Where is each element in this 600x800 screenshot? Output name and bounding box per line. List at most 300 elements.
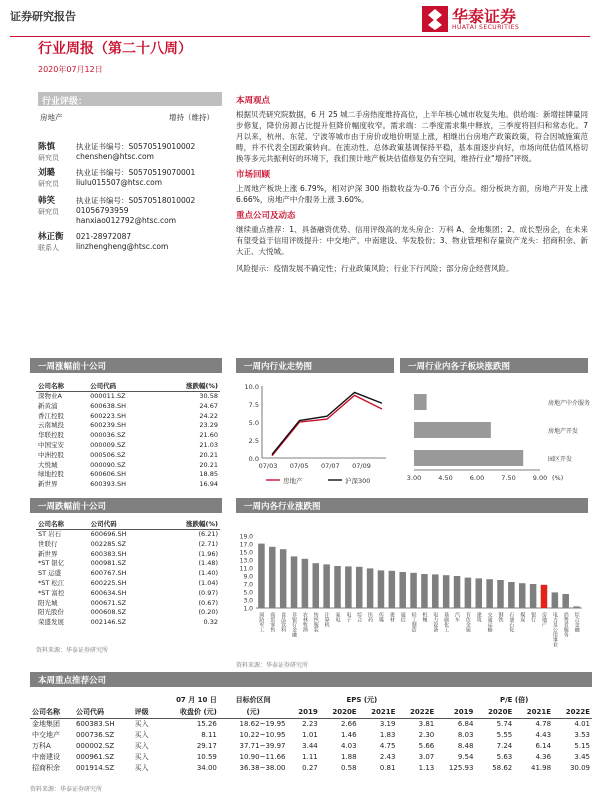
report-date: 2020年07月12日 xyxy=(38,65,103,74)
subsector-bar-chart xyxy=(400,378,590,498)
y-tick-label: 15.0 xyxy=(239,549,253,557)
analyst-email[interactable]: liulu015507@htsc.com xyxy=(76,178,163,187)
summary-text xyxy=(236,96,588,280)
bar-12 xyxy=(389,571,396,608)
year-header: 2022E xyxy=(397,706,436,719)
cell-val: 0.32 xyxy=(203,618,218,627)
table-cell: 29.17 xyxy=(196,742,217,750)
huatai-logo xyxy=(422,4,582,34)
category-label: 机械 xyxy=(421,612,428,622)
industry-bar-chart xyxy=(236,530,590,658)
y-tick-label: 7.5 xyxy=(248,401,259,409)
year-header: 2022E xyxy=(553,706,592,719)
category-label: 电力及公用事业 xyxy=(551,612,558,647)
year-header: 2019 xyxy=(288,706,320,719)
col-header: 07 月 10 日 xyxy=(176,696,217,704)
table-row xyxy=(36,470,220,480)
category-label: 家电 xyxy=(334,612,341,622)
cell-code: 600696.SH xyxy=(90,530,127,538)
year-header: 2020E xyxy=(320,706,359,719)
bar-26 xyxy=(541,585,548,608)
table-cell: 金地集团 xyxy=(32,720,60,729)
category-label: 煤炭 xyxy=(519,612,526,622)
table-cell: 4.43 xyxy=(535,731,552,739)
rating-head: 行业评级： xyxy=(38,92,222,106)
table-cell: 2.43 xyxy=(379,753,396,761)
cell-val: 23.29 xyxy=(199,421,218,430)
x-tick-label: 9.00 xyxy=(532,474,548,482)
cell-name: 荣盛发展 xyxy=(38,618,64,627)
cell-name: 阳光股份 xyxy=(38,608,64,617)
x-tick-label: 6.00 xyxy=(469,474,485,482)
x-unit-label: (%) xyxy=(552,474,564,482)
stocks-band: 本周重点推荐公司 xyxy=(30,672,592,687)
col-header: 公司代码 xyxy=(88,380,157,392)
y-tick-label: 0.0 xyxy=(248,455,259,463)
year-header: 2021E xyxy=(514,706,553,719)
cell-code: 600638.SH xyxy=(90,401,127,410)
table-cell: 600383.SH xyxy=(75,720,115,729)
bar-15 xyxy=(421,574,428,608)
cell-val: 24.22 xyxy=(199,411,218,420)
analyst-name: 韩笑 xyxy=(38,196,56,206)
table-cell: 5.55 xyxy=(496,731,513,739)
cell-name: 云南城投 xyxy=(38,421,64,430)
table-row xyxy=(36,441,220,451)
cell-name: 绿地控股 xyxy=(38,470,64,479)
cell-name: 阳光城 xyxy=(38,598,58,607)
table-cell: 1.11 xyxy=(302,753,318,761)
table-row xyxy=(30,719,592,730)
table-row xyxy=(36,579,220,589)
y-tick-label: 13.0 xyxy=(239,557,253,565)
cell-code: 600383.SH xyxy=(90,549,127,558)
bar-14 xyxy=(410,573,417,608)
industry-trend-chart xyxy=(236,378,396,498)
bar-0 xyxy=(258,544,265,608)
table-cell: 2.30 xyxy=(418,731,435,739)
bar-24 xyxy=(519,583,526,608)
analyst-role: 研究员 xyxy=(38,180,59,188)
x-tick-label: 07/05 xyxy=(289,462,309,470)
analyst-phone: 021-28972087 xyxy=(76,232,132,241)
y-tick-label: 3.0 xyxy=(243,597,253,605)
category-label: 消费者服务 xyxy=(562,612,569,637)
table-cell: 8.48 xyxy=(457,742,474,750)
bar-1 xyxy=(269,547,276,608)
table-row xyxy=(36,589,220,599)
gainers-band: 一周涨幅前十公司 xyxy=(30,358,222,373)
table-row xyxy=(36,559,220,569)
bar-19 xyxy=(465,578,472,608)
table-cell: 34.00 xyxy=(196,764,217,772)
table-cell: 4.03 xyxy=(341,742,357,750)
cell-name: 新世界 xyxy=(38,480,58,489)
bar-1 xyxy=(414,422,491,438)
paragraph: 继续重点推荐：1、具备融资优势、信用评级高的龙头房企：万科 A、金地集团；2、成长型房企，在未来有望受益于信用评级提升：中交地产、中南建设、华发股份；3、物业管理和存量资产龙头：招商积余、新大正、大悦城。 xyxy=(236,225,588,256)
category-label: 汽车 xyxy=(454,612,461,622)
table-cell: 000736.SZ xyxy=(75,731,115,739)
x-tick-label: 07/09 xyxy=(352,462,371,470)
category-label: 医药 xyxy=(367,612,374,622)
category-label: 轻工制造 xyxy=(410,612,417,632)
table-row xyxy=(36,608,220,618)
cell-val: 18.85 xyxy=(199,470,218,479)
table-row xyxy=(36,402,220,412)
table-cell: 6.84 xyxy=(457,720,474,729)
table-cell: 18.62~19.95 xyxy=(239,720,286,729)
category-label: 通信 xyxy=(399,612,406,622)
cell-code: 000090.SZ xyxy=(90,460,126,469)
analyst-line1: 执业证书编号：S0570519010002 xyxy=(76,142,196,151)
bar-27 xyxy=(552,592,559,608)
year-header: 2020E xyxy=(475,706,514,719)
col-header: 公司名称 xyxy=(36,518,89,530)
col-header: 目标价区间 xyxy=(235,696,271,704)
section-heading: 重点公司及动态 xyxy=(236,211,296,221)
category-label: 房地产 xyxy=(540,612,547,627)
category-label: 计算机 xyxy=(323,612,330,627)
table-cell: 10.22~10.95 xyxy=(239,731,286,739)
bar-29 xyxy=(573,606,580,608)
col-header: 涨跌幅(%) xyxy=(158,518,220,530)
bar-17 xyxy=(443,575,450,608)
table-cell: 3.45 xyxy=(574,753,590,761)
table-cell: 10.90~11.66 xyxy=(239,753,286,761)
y-tick-label: 19.0 xyxy=(239,533,253,541)
category-label: 基础化工 xyxy=(443,612,450,632)
gainers-table xyxy=(36,380,220,490)
bar-11 xyxy=(378,570,385,608)
cell-name: 中国宝安 xyxy=(38,440,64,449)
table-cell: 3.81 xyxy=(418,720,435,729)
cell-val: (1.48) xyxy=(198,559,218,568)
cell-code: 000036.SZ xyxy=(90,431,126,440)
cell-code: 002146.SZ xyxy=(90,618,127,627)
table-cell: 5.15 xyxy=(574,742,590,750)
table-row xyxy=(36,599,220,609)
table-cell: 5.74 xyxy=(496,720,513,729)
cell-val: (1.96) xyxy=(198,549,218,558)
table-cell: 0.58 xyxy=(341,764,357,772)
cell-val: 24.67 xyxy=(199,401,218,410)
chart3-band: 一周内各行业涨跌图 xyxy=(236,498,588,513)
cell-name: 世联行 xyxy=(38,539,58,548)
table-cell: 125.93 xyxy=(448,764,474,772)
cell-val: 20.21 xyxy=(199,450,218,459)
series-line-0 xyxy=(272,395,382,455)
cell-val: 16.94 xyxy=(199,480,218,489)
table-cell: 4.36 xyxy=(535,753,552,761)
cell-code: 002285.SZ xyxy=(90,539,127,548)
report-title: 行业周报（第二十八周） xyxy=(38,41,192,57)
y-tick-label: 10.0 xyxy=(244,383,259,391)
table-cell: 41.98 xyxy=(531,764,552,772)
losers-table xyxy=(36,518,220,628)
table-cell: 买入 xyxy=(134,764,149,772)
category-label: 建筑 xyxy=(475,612,482,622)
cell-name: ST 岩石 xyxy=(38,530,62,538)
cell-val: (2.71) xyxy=(198,539,218,548)
bar-2 xyxy=(280,549,287,608)
table-cell: 3.07 xyxy=(418,753,435,761)
analyst-email[interactable]: chenshen@htsc.com xyxy=(76,152,154,161)
category-label: 综合金融 xyxy=(573,612,580,632)
category-label: 商贸零售 xyxy=(269,612,276,632)
table-cell: 买入 xyxy=(134,753,149,761)
table-cell: 7.24 xyxy=(496,742,513,750)
cell-name: 大悦城 xyxy=(38,460,58,469)
y-tick-label: 17.0 xyxy=(239,541,253,549)
table-cell: 3.19 xyxy=(379,720,396,729)
cell-code: 600634.SH xyxy=(90,588,127,597)
table-row xyxy=(36,421,220,431)
table-row xyxy=(30,763,592,774)
table-cell: 5.66 xyxy=(418,742,435,750)
rating-box xyxy=(38,92,222,123)
cell-code: 000011.SZ xyxy=(90,392,126,400)
cell-code: 000608.SZ xyxy=(90,608,127,617)
cell-val: (1.04) xyxy=(198,578,218,587)
category-label: 电力设备 xyxy=(432,612,439,632)
y-tick-label: 1.0 xyxy=(243,605,253,613)
table-cell: 2.23 xyxy=(302,720,318,729)
col-header: 收盘价 (元) xyxy=(157,706,219,719)
bar-21 xyxy=(486,579,493,608)
chart1-band: 一周内行业走势图 xyxy=(236,358,394,373)
category-label: 交通运输 xyxy=(486,612,493,632)
table-cell: 30.09 xyxy=(569,764,590,772)
category-label: 房地产中介服务 xyxy=(548,400,590,407)
table-cell: 1.13 xyxy=(418,764,435,772)
y-tick-label: 5.0 xyxy=(243,589,253,597)
category-label: 电子 xyxy=(345,612,352,622)
year-header: 2019 xyxy=(436,706,475,719)
table-cell: 5.63 xyxy=(496,753,513,761)
table-cell: 9.54 xyxy=(457,753,474,761)
cell-val: (6.21) xyxy=(198,530,218,538)
category-label: 钢铁 xyxy=(497,612,504,622)
cell-code: 600223.SH xyxy=(90,411,127,420)
cell-val: 21.60 xyxy=(199,431,218,440)
analyst-card xyxy=(38,196,248,232)
bar-13 xyxy=(399,572,406,608)
col-header: 公司名称 xyxy=(30,706,74,719)
cell-val: (0.20) xyxy=(198,608,218,617)
table-cell: 0.27 xyxy=(302,764,318,772)
table-cell: 万科A xyxy=(32,742,51,750)
cell-val: 21.03 xyxy=(199,440,218,449)
cell-val: (0.97) xyxy=(198,588,218,597)
table-cell: 000002.SZ xyxy=(75,742,115,750)
bar-8 xyxy=(345,566,352,608)
cell-code: 600767.SH xyxy=(90,569,127,578)
y-tick-label: 5.0 xyxy=(248,419,259,427)
bar-10 xyxy=(367,568,374,608)
table-row xyxy=(36,550,220,560)
cell-name: 新黄浦 xyxy=(38,401,58,410)
bar-6 xyxy=(323,564,330,608)
table-cell: 招商积余 xyxy=(32,764,60,772)
cell-name: 香江控股 xyxy=(38,411,64,420)
table-row xyxy=(36,461,220,471)
table-row xyxy=(30,752,592,763)
col-header: 公司名称 xyxy=(36,380,88,392)
table-row xyxy=(36,392,220,402)
analyst-role: 研究员 xyxy=(38,154,59,162)
bar-2 xyxy=(414,450,523,466)
bar-7 xyxy=(334,566,341,608)
category-label: 有色金属 xyxy=(464,612,471,632)
section-heading: 市场回顾 xyxy=(236,170,271,180)
source-note: 资料来源：华泰证券研究所 xyxy=(36,647,109,654)
bar-18 xyxy=(454,576,461,608)
col-header: 公司代码 xyxy=(74,706,133,719)
analyst-name: 刘璐 xyxy=(38,168,56,178)
category-label: 建材 xyxy=(388,612,395,622)
bar-16 xyxy=(432,574,439,608)
bar-3 xyxy=(291,556,298,608)
analyst-name: 林正衡 xyxy=(38,232,64,242)
bar-4 xyxy=(302,559,309,608)
year-header: 2021E xyxy=(359,706,398,719)
table-cell: 4.75 xyxy=(379,742,396,750)
category-label: 传媒 xyxy=(377,612,384,622)
analyst-role: 研究员 xyxy=(38,208,59,216)
table-cell: 买入 xyxy=(134,742,149,750)
category-label: 房地产开发 xyxy=(548,428,579,435)
table-row xyxy=(30,741,592,752)
logo-text-cn: 华泰证券 xyxy=(452,7,517,26)
paragraph: 上周地产板块上涨 6.79%，相对沪深 300 指数收益为-0.76 个百分点。细分板块方面，房地产开发上涨 6.66%，房地产中介服务上涨 3.60%。 xyxy=(236,184,588,204)
table-cell: 37.71~39.97 xyxy=(239,742,286,750)
table-cell: 001914.SZ xyxy=(75,764,115,772)
table-row xyxy=(36,412,220,422)
col-header: 公司代码 xyxy=(89,518,158,530)
cell-code: 000009.SZ xyxy=(90,440,126,449)
col-header: (元) xyxy=(219,706,288,719)
table-row xyxy=(36,480,220,490)
table-cell: 10.59 xyxy=(196,753,217,761)
category-label: 综合 xyxy=(356,612,363,622)
rating-industry: 房地产 xyxy=(40,113,63,122)
table-cell: 0.81 xyxy=(379,764,396,772)
category-label: 石油石化 xyxy=(508,612,515,632)
bar-22 xyxy=(497,580,504,608)
table-cell: 15.26 xyxy=(196,720,217,729)
bar-20 xyxy=(476,578,483,608)
bar-5 xyxy=(313,563,320,608)
cell-code: 000981.SZ xyxy=(90,559,127,568)
analyst-line1: 执业证书编号：S0570519070001 xyxy=(76,168,196,177)
table-row xyxy=(36,431,220,441)
analyst-phone: 01056793959 xyxy=(76,206,129,215)
cell-name: *ST 银亿 xyxy=(38,559,65,568)
cell-code: 600225.SH xyxy=(90,578,127,587)
cell-name: *ST 松江 xyxy=(38,578,65,587)
table-cell: 4.01 xyxy=(574,720,590,729)
x-tick-label: 4.50 xyxy=(438,474,453,482)
logo-mark-icon xyxy=(422,6,448,32)
x-tick-label: 07/07 xyxy=(320,462,340,470)
analyst-email[interactable]: linzhengheng@htsc.com xyxy=(76,242,169,251)
cell-val: 20.21 xyxy=(199,460,218,469)
analyst-card xyxy=(38,168,248,194)
category-label: 农林牧渔 xyxy=(301,612,308,632)
cell-val: 30.58 xyxy=(199,392,218,400)
col-header: EPS (元) xyxy=(346,696,378,704)
cell-name: *ST 富控 xyxy=(38,588,65,597)
cell-code: 000671.SZ xyxy=(90,598,127,607)
table-cell: 1.88 xyxy=(341,753,357,761)
source-note: 资料来源：华泰证券研究所 xyxy=(236,662,309,669)
y-tick-label: 9.0 xyxy=(243,573,253,581)
table-cell: 8.11 xyxy=(201,731,217,739)
col-header: 评级 xyxy=(133,706,158,719)
table-cell: 58.62 xyxy=(492,764,513,772)
y-tick-label: 7.0 xyxy=(243,581,253,589)
cell-code: 600239.SH xyxy=(90,421,127,430)
bar-25 xyxy=(530,584,537,608)
category-label: 纺织服装 xyxy=(312,612,319,632)
cell-code: 600393.SH xyxy=(90,480,127,489)
table-cell: 3.44 xyxy=(302,742,318,750)
legend-label: 房地产 xyxy=(283,477,303,485)
cell-code: 600606.SH xyxy=(90,470,127,479)
bar-0 xyxy=(414,394,427,410)
chart2-band: 一周行业内各子板块涨跌图 xyxy=(400,358,588,373)
cell-name: 深物业A xyxy=(38,392,62,400)
report-brand: 证券研究报告 xyxy=(10,10,76,23)
table-row xyxy=(36,530,220,540)
legend-label: 沪深300 xyxy=(345,477,371,485)
analyst-card xyxy=(38,142,248,168)
rating-value: 增持（维持） xyxy=(169,113,214,122)
category-label: 银行 xyxy=(530,612,537,622)
section-heading: 本周观点 xyxy=(236,96,271,106)
x-tick-label: 07/03 xyxy=(258,462,278,470)
table-row xyxy=(36,618,220,628)
cell-name: 中洲控股 xyxy=(38,450,64,459)
table-cell: 8.03 xyxy=(457,731,474,739)
table-cell: 1.83 xyxy=(379,731,396,739)
analyst-name: 陈慎 xyxy=(38,142,56,152)
stocks-table xyxy=(30,694,592,774)
x-tick-label: 7.50 xyxy=(501,474,516,482)
table-cell: 中南建设 xyxy=(32,753,60,761)
table-cell: 买入 xyxy=(134,720,149,729)
table-row xyxy=(36,540,220,550)
table-cell: 3.53 xyxy=(574,731,590,739)
analyst-card xyxy=(38,232,248,258)
cell-code: 000506.SZ xyxy=(90,450,126,459)
category-label: 食品饮料 xyxy=(280,612,287,632)
col-header: 涨跌幅(%) xyxy=(157,380,220,392)
y-tick-label: 2.5 xyxy=(248,437,259,445)
table-row xyxy=(30,730,592,741)
table-cell: 36.38~38.00 xyxy=(239,764,286,772)
table-row xyxy=(36,451,220,461)
table-row xyxy=(36,569,220,579)
source-note: 资料来源：华泰证券研究所 xyxy=(30,786,103,793)
losers-band: 一周跌幅前十公司 xyxy=(30,498,222,513)
table-cell: 4.78 xyxy=(535,720,552,729)
analyst-email[interactable]: hanxiao012792@htsc.com xyxy=(76,216,177,225)
series-line-1 xyxy=(272,392,382,454)
y-tick-label: 11.0 xyxy=(239,565,253,573)
table-cell: 2.66 xyxy=(341,720,357,729)
logo-text-en: HUATAI SECURITIES xyxy=(452,24,520,31)
